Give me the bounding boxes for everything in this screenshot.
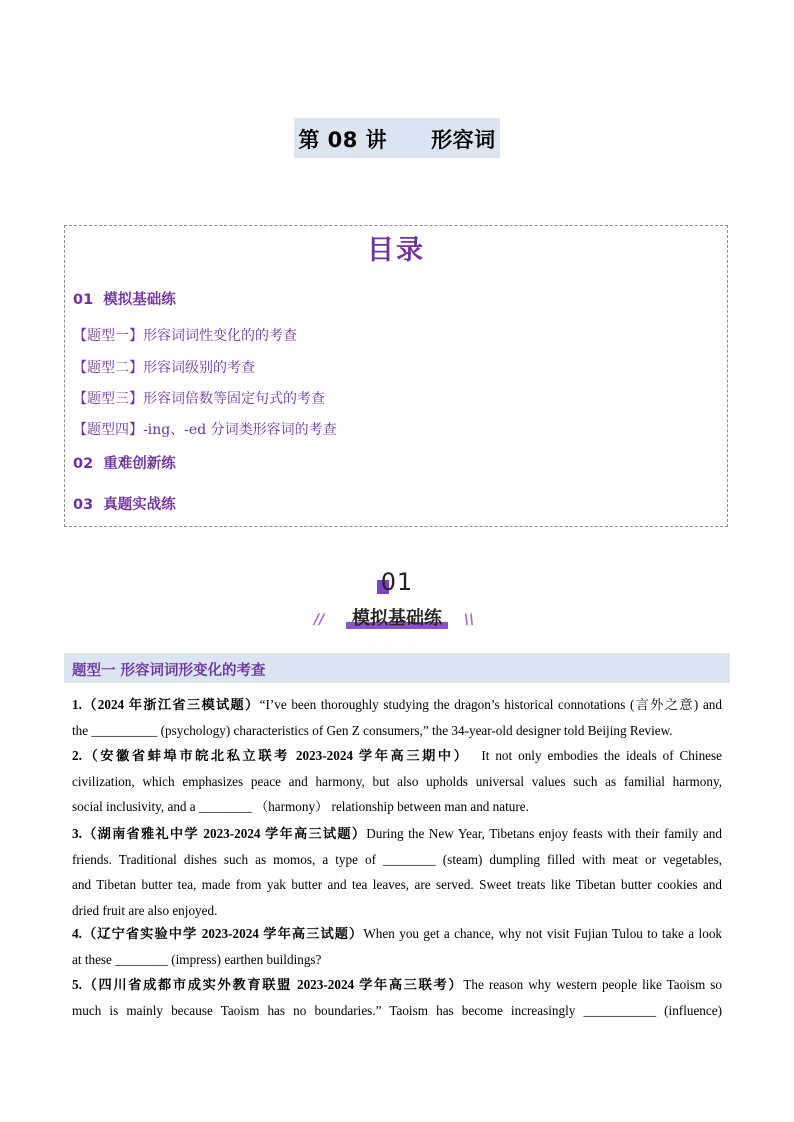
page-title-wrap <box>0 118 794 158</box>
question-source: 2.（安徽省蚌埠市皖北私立联考 2023-2024 学年高三期中） <box>72 748 470 763</box>
question-source: 1.（2024 年浙江省三模试题） <box>72 697 260 712</box>
question-type-header: 题型一 形容词词形变化的考查 <box>64 653 730 683</box>
lecture-number: 第 08 讲 <box>298 128 388 152</box>
toc-section-num: 02 <box>73 456 94 472</box>
question-source: 3.（湖南省雅礼中学 2023-2024 学年高三试题） <box>72 826 367 841</box>
section-name-wrap <box>0 604 794 630</box>
table-of-contents <box>64 225 728 527</box>
toc-section-name: 真题实战练 <box>103 497 176 513</box>
toc-item-3[interactable]: 【题型三】形容词倍数等固定句式的考查 <box>73 391 325 407</box>
toc-item-2[interactable]: 【题型二】形容词级别的考查 <box>73 360 255 376</box>
section-name: 模拟基础练 <box>346 604 448 630</box>
question-5: 5.（四川省成都市成实外教育联盟 2023-2024 学年高三联考）The reason why western people like Taoism so much is mainly because Taoism has no boundaries.” Taoism has become increasingly ___________ (influence) <box>72 977 722 1018</box>
page-title <box>294 118 499 158</box>
question-3: 3.（湖南省雅礼中学 2023-2024 学年高三试题）During the New Year, Tibetans enjoy feasts with their family and friends. Traditional dishes such as momos, a type of ________ (steam) dumpling filled with meat or vegetables, and Tibetan butter tea, made from yak butter and tea leaves, are served. Sweet treats like Tibetan butter cookies and dried fruit are also enjoyed. <box>72 826 722 918</box>
section-number: 01 <box>381 568 414 596</box>
toc-section-name: 重难创新练 <box>103 456 176 472</box>
toc-item-1[interactable]: 【题型一】形容词词性变化的的考查 <box>73 328 297 344</box>
toc-section-name: 模拟基础练 <box>103 292 176 308</box>
right-slash-decoration: \\ <box>464 612 475 628</box>
left-slash-decoration: // <box>314 612 325 628</box>
toc-heading: 目录 <box>367 235 425 266</box>
question-2: 2.（安徽省蚌埠市皖北私立联考 2023-2024 学年高三期中） It not only embodies the ideals of Chinese civilization, which emphasizes peace and harmony, but also upholds universal values such as familial harmony, social inclusivity, and a ________ （harmony） relationship between man and nature. <box>72 748 722 814</box>
toc-section-num: 03 <box>73 497 94 513</box>
lecture-topic: 形容词 <box>431 128 496 152</box>
toc-section-02[interactable] <box>73 452 176 473</box>
toc-section-03[interactable] <box>73 493 176 514</box>
question-source: 4.（辽宁省实验中学 2023-2024 学年高三试题） <box>72 926 364 941</box>
toc-item-4[interactable]: 【题型四】-ing、-ed 分词类形容词的考查 <box>73 422 337 438</box>
question-4: 4.（辽宁省实验中学 2023-2024 学年高三试题）When you get a chance, why not visit Fujian Tulou to take a look at these ________ (impress) earthen buildings? <box>72 926 723 967</box>
section-number-wrap <box>0 568 794 596</box>
question-1: 1.（2024 年浙江省三模试题）“I’ve been thoroughly studying the dragon’s historical connotations (言外之意) and the __________ (psychology) characteristics of Gen Z consumers,” the 34-year-old designer told Beijing Review. <box>72 697 722 738</box>
toc-section-num: 01 <box>73 292 94 308</box>
toc-section-01[interactable] <box>73 288 176 309</box>
question-source: 5.（四川省成都市成实外教育联盟 2023-2024 学年高三联考） <box>72 977 464 992</box>
